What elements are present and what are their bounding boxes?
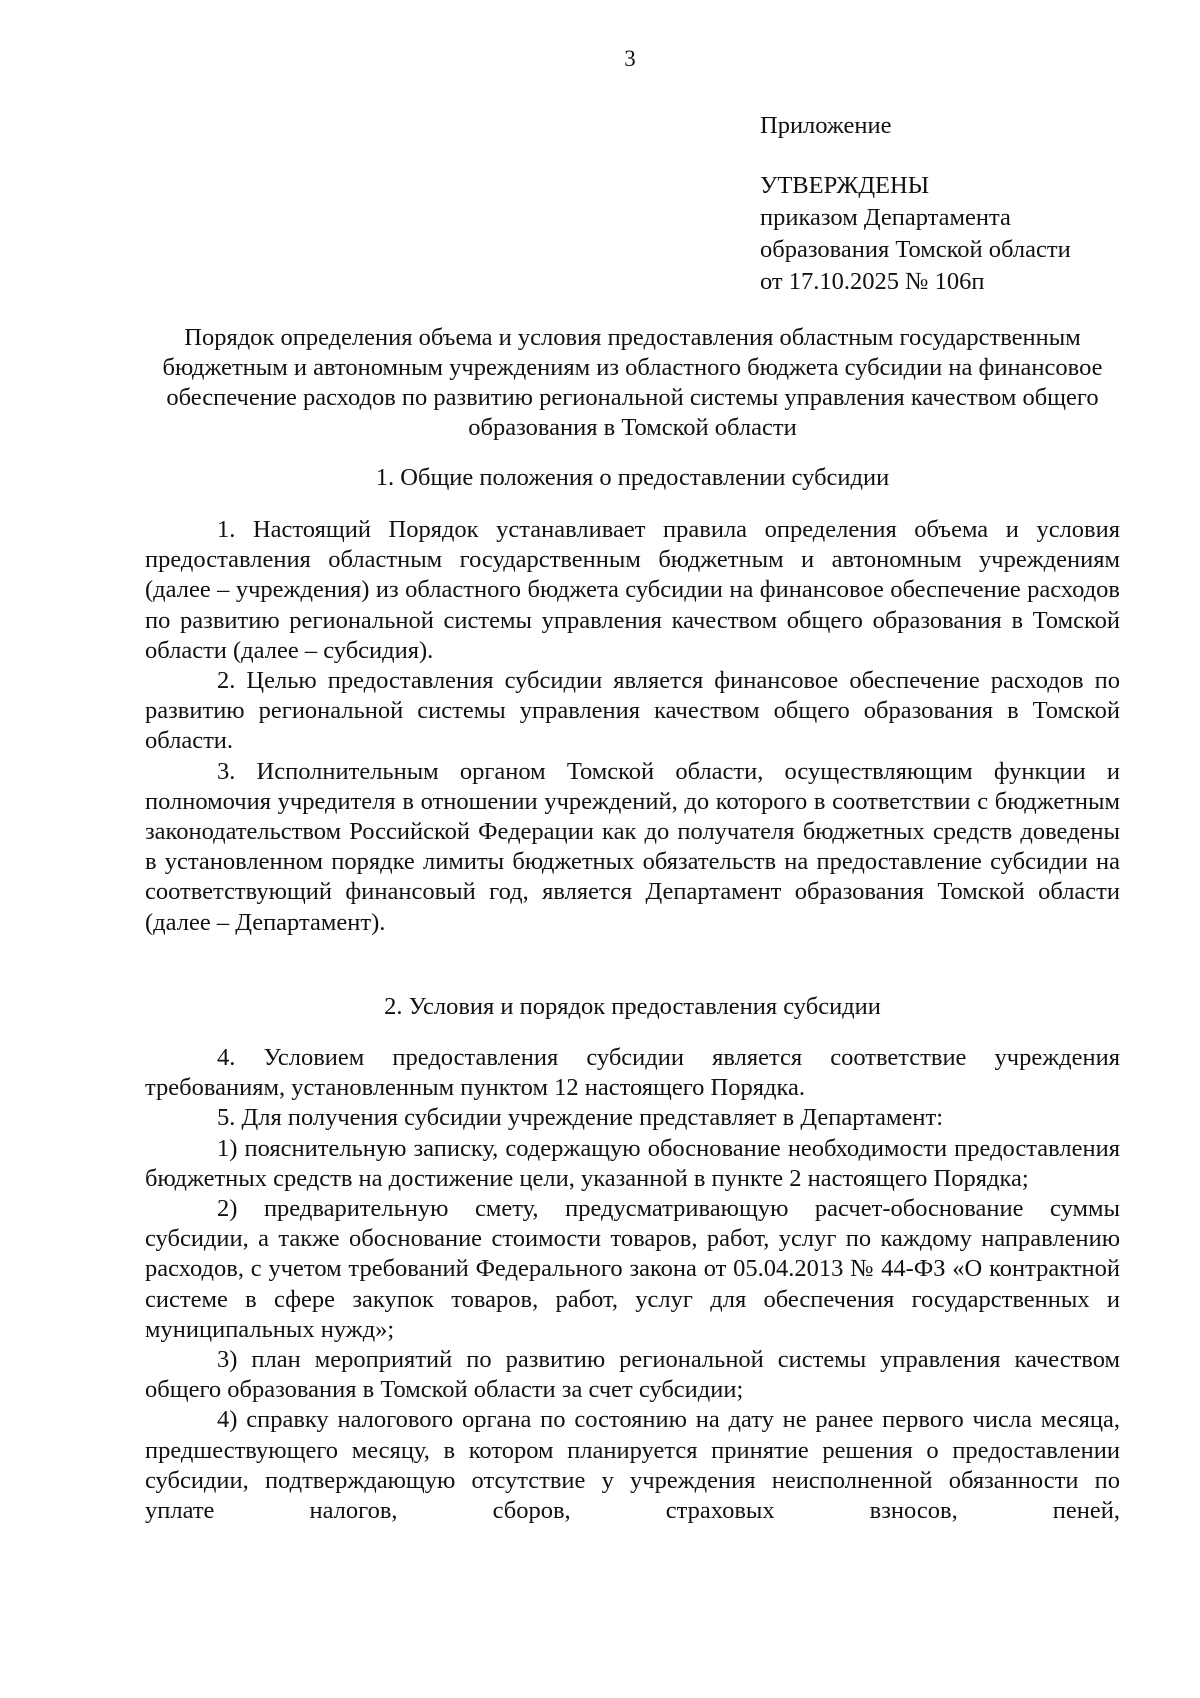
appendix-label: Приложение [760, 112, 892, 139]
document-title: Порядок определения объема и условия предоставления областным государственным бюджетным и автономным учреждениям из областного бюджета субсидии на финансовое обеспечение расходов по развитию региональной системы управления качеством общего образования в Томской области [162, 324, 1103, 441]
section-1-body [145, 515, 1120, 938]
paragraph-4: 4. Условием предоставления субсидии является соответствие учреждения требованиям, установленным пунктом 12 настоящего Порядка. [145, 1044, 1120, 1102]
approval-line-3: от 17.10.2025 № 106п [760, 268, 985, 295]
approval-line-1: приказом Департамента [760, 204, 1011, 231]
paragraph-5-item-4: 4) справку налогового органа по состоянию на дату не ранее первого числа месяца, предшествующего месяцу, в котором планируется принятие решения о предоставлении субсидии, подтверждающую отсутствие у учреждения неисполненной обязанности по уплате налогов, сборов, страховых взносов, пеней, [145, 1406, 1120, 1525]
approved-label: УТВЕРЖДЕНЫ [760, 172, 930, 199]
paragraph-2: 2. Целью предоставления субсидии является финансовое обеспечение расходов по развитию региональной системы управления качеством общего образования в Томской области. [145, 667, 1120, 755]
paragraph-5: 5. Для получения субсидии учреждение представляет в Департамент: [217, 1104, 944, 1132]
paragraph-3: 3. Исполнительным органом Томской области, осуществляющим функции и полномочия учредителя в отношении учреждений, до которого в соответствии с бюджетным законодательством Российской Федерации как до получателя бюджетных средств доведены в установленном порядке лимиты бюджетных обязательств на предоставление субсидии на соответствующий финансовый год, является Департамент образования Томской области (далее – Департамент). [145, 757, 1120, 936]
page-number: 3 [624, 46, 636, 71]
section-2-body [145, 1043, 1120, 1526]
paragraph-5-item-1: 1) пояснительную записку, содержащую обоснование необходимости предоставления бюджетных средств на достижение цели, указанной в пункте 2 настоящего Порядка; [145, 1134, 1120, 1192]
paragraph-5-item-2: 2) предварительную смету, предусматривающую расчет-обоснование суммы субсидии, а также обоснование стоимости товаров, работ, услуг по каждому направлению расходов, с учетом требований Федерального закона от 05.04.2013 № 44-ФЗ «О контрактной системе в сфере закупок товаров, работ, услуг для обеспечения государственных и муниципальных нужд»; [145, 1195, 1120, 1343]
approval-stamp [760, 110, 1071, 298]
section-1-heading: 1. Общие положения о предоставлении субсидии [375, 464, 890, 491]
section-2-heading: 2. Условия и порядок предоставления субсидии [384, 993, 881, 1020]
approval-line-2: образования Томской области [760, 236, 1071, 263]
paragraph-5-item-3: 3) план мероприятий по развитию региональной системы управления качеством общего образования в Томской области за счет субсидии; [145, 1346, 1120, 1404]
paragraph-1: 1. Настоящий Порядок устанавливает правила определения объема и условия предоставления областным государственным бюджетным и автономным учреждениям (далее – учреждения) из областного бюджета субсидии на финансовое обеспечение расходов по развитию региональной системы управления качеством общего образования в Томской области (далее – субсидия). [145, 516, 1120, 664]
